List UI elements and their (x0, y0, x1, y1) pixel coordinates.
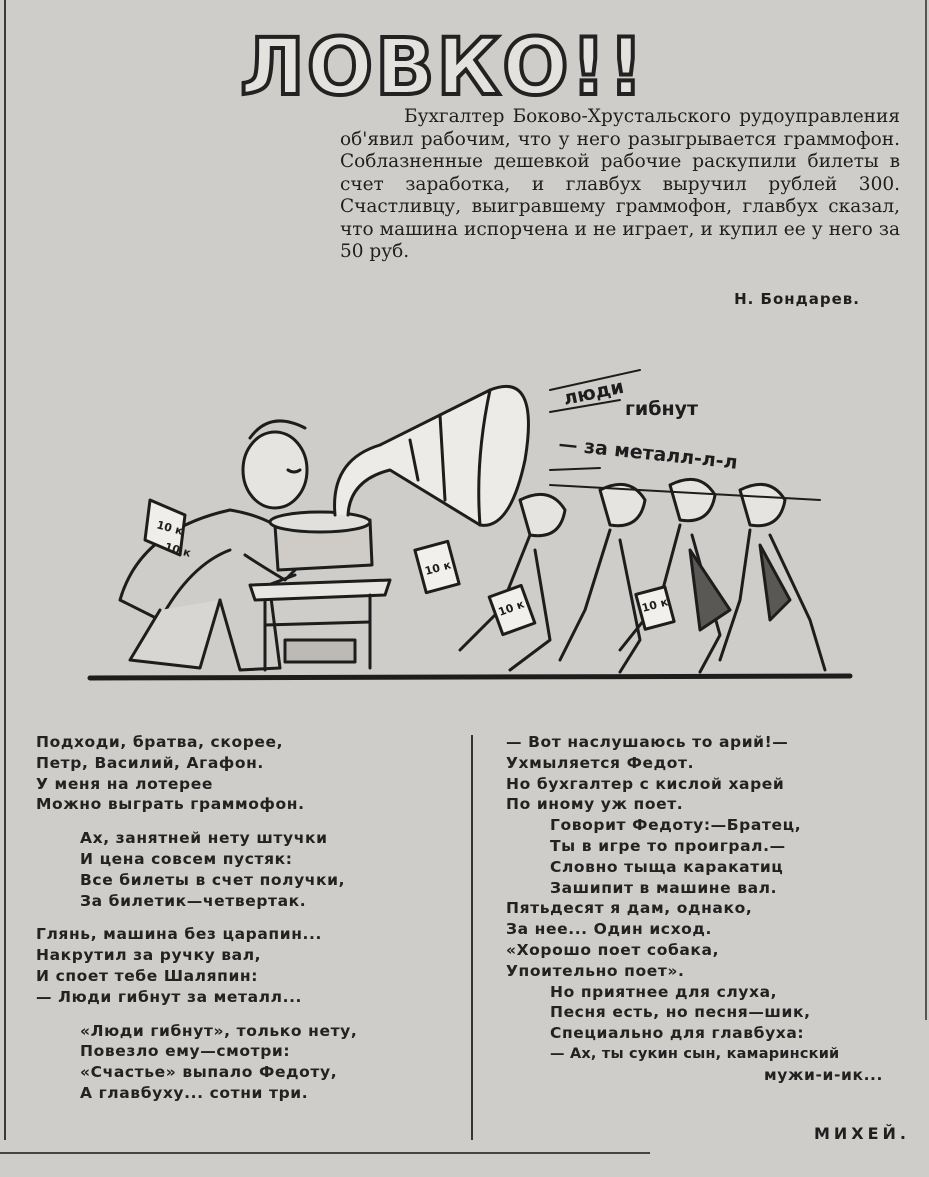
ticket-label-1: 10 к (155, 518, 185, 538)
poem-right-column (506, 732, 883, 1086)
story-author: Н. Бондарев. (734, 290, 860, 308)
poem-line: Специально для главбуха: (550, 1024, 805, 1043)
poem-line: Все билеты в счет получки, (80, 870, 346, 889)
poem-line: И цена совсем пустяк: (80, 849, 293, 868)
poem-line: мужи-и-ик... (764, 1065, 884, 1084)
left-border-rule (4, 0, 6, 1140)
poem-line: За билетик—четвертак. (80, 891, 307, 910)
poem-line: Ах, занятней нету штучки (80, 829, 328, 848)
poem-line: Ухмыляется Федот. (506, 753, 695, 772)
poem-line: — Ах, ты сукин сын, камаринский (550, 1045, 840, 1062)
slogan-word-3: — за металл-л-л (557, 433, 739, 474)
poem-line: — Вот наслушаюсь то арий!— (506, 733, 789, 751)
poem-line: Подходи, братва, скорее, (36, 733, 284, 751)
poem-line: Но бухгалтер с кислой харей (506, 774, 785, 793)
slogan-word-2: гибнут (625, 398, 699, 420)
poem-line: Повезло ему—смотри: (80, 1042, 291, 1061)
poem-line: Зашипит в машине вал. (550, 878, 778, 897)
ticket-label-4: 10 к (640, 595, 670, 615)
ticket-label-3: 10 к (496, 597, 527, 619)
ticket-label-2: 10 к (423, 558, 453, 578)
poem-line: Словно тыща каракатиц (550, 857, 784, 876)
headline: ЛОВКО!! (240, 23, 646, 113)
poem-line: Но приятнее для слуха, (550, 982, 778, 1001)
poem-line: По иному уж поет. (506, 795, 684, 814)
poem-line: А главбуху... сотни три. (80, 1083, 309, 1102)
table (250, 580, 390, 670)
right-border-rule (925, 0, 927, 1020)
poem-line: Ты в игре то проиграл.— (550, 836, 786, 855)
poem-line: Говорит Федоту:—Братец, (550, 816, 802, 835)
bottom-rule (0, 1152, 650, 1154)
poem-line: И споет тебе Шаляпин: (36, 966, 259, 985)
poem-line: У меня на лотерее (36, 774, 213, 793)
story-paragraph: Бухгалтер Боково-Хрустальского рудоуправления об'явил рабочим, что у него разыгрывается граммофон. Соблазненные дешевкой рабочие раскупили билеты в счет заработка, и главбух выручил рублей 300. Счастливцу, выигравшему граммофон, главбух сказал, что машина испорчена и не играет, и купил ее у него за 50 руб. (340, 106, 900, 262)
poem-line: Песня есть, но песня—шик, (550, 1003, 811, 1022)
poem-line: «Хорошо поет собака, (506, 940, 720, 959)
poem-line: «Люди гибнут», только нету, (80, 1021, 358, 1040)
poem-line: Накрутил за ручку вал, (36, 946, 262, 965)
cartoon-illustration (80, 350, 860, 690)
ticket-label-5: 10 к (163, 540, 193, 560)
column-divider (471, 735, 473, 1140)
gramophone (270, 386, 528, 570)
poem-author: МИХЕЙ. (813, 1124, 910, 1143)
poem-line: Упоительно поет». (506, 961, 685, 980)
poem-line: Петр, Василий, Агафон. (36, 753, 264, 772)
slogan-word-1: люди (561, 375, 626, 410)
poem-line: Можно выграть граммофон. (36, 795, 305, 814)
poem-line: Глянь, машина без царапин... (36, 925, 322, 944)
poem-line: — Люди гибнут за металл... (36, 987, 303, 1006)
poem-line: «Счастье» выпало Федоту, (80, 1063, 338, 1082)
poem-line: Пятьдесят я дам, однако, (506, 899, 753, 918)
poem-line: За нее... Один исход. (506, 920, 713, 939)
poem-left-column (36, 732, 357, 1104)
